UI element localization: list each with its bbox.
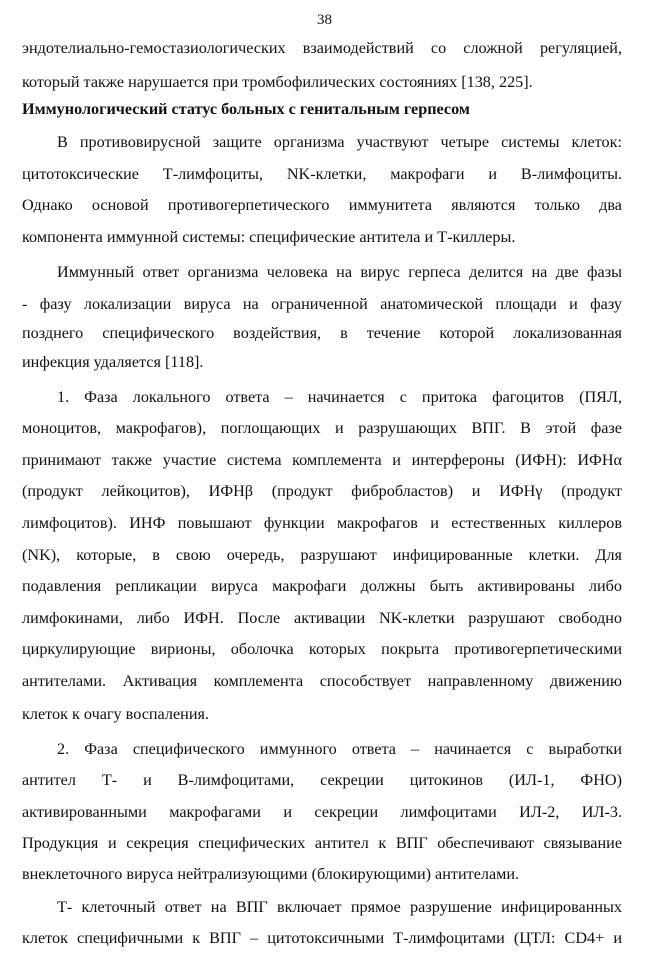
- text-line: принимают также участие система комплемента и интерфероны (ИФН): ИФНα: [22, 451, 622, 469]
- text-line: циркулирующие вирионы, оболочка которых покрыта противогерпетическими: [22, 640, 622, 658]
- text-line: клеток к очагу воспаления.: [22, 705, 209, 723]
- text-line: клеток специфичными к ВПГ – цитотоксичными Т-лимфоцитами (ЦТЛ: CD4+ и: [22, 929, 622, 947]
- text-line: подавления репликации вируса макрофаги должны быть активированы либо: [22, 577, 622, 595]
- text-line: позднего специфического воздействия, в течение которой локализованная: [22, 324, 622, 342]
- text-line: Иммунный ответ организма человека на вирус герпеса делится на две фазы: [57, 263, 622, 281]
- text-line: В противовирусной защите организма участвуют четыре системы клеток:: [57, 133, 622, 151]
- text-line: Однако основой противогерпетического иммунитета являются только два: [22, 196, 622, 214]
- text-line: (NK), которые, в свою очередь, разрушают инфицированные клетки. Для: [22, 546, 622, 564]
- text-line: цитотоксические Т-лимфоциты, NK-клетки, макрофаги и В-лимфоциты.: [22, 165, 622, 183]
- text-line: компонента иммунной системы: специфические антитела и Т-киллеры.: [22, 228, 516, 246]
- text-line: Т- клеточный ответ на ВПГ включает прямое разрушение инфицированных: [57, 898, 622, 916]
- text-line: 2. Фаза специфического иммунного ответа – начинается с выработки: [57, 740, 622, 758]
- text-line: Продукция и секреция специфических антител к ВПГ обеспечивают связывание: [22, 834, 622, 852]
- text-line: лимфокинами, либо ИФН. После активации NK-клетки разрушают свободно: [22, 609, 622, 627]
- text-line: который также нарушается при тромбофилических состояниях [138, 225].: [22, 73, 533, 91]
- text-line: лимфоцитов). ИНФ повышают функции макрофагов и естественных киллеров: [22, 514, 622, 532]
- text-line: антител Т- и В-лимфоцитами, секреции цитокинов (ИЛ-1, ФНО): [22, 771, 622, 789]
- text-line: (продукт лейкоцитов), ИФНβ (продукт фибробластов) и ИФНγ (продукт: [22, 482, 622, 500]
- section-heading: Иммунологический статус больных с генитальным герпесом: [22, 100, 470, 118]
- page-number: 38: [317, 12, 332, 28]
- text-line: антителами. Активация комплемента способствует направленному движению: [22, 672, 622, 690]
- text-line: 1. Фаза локального ответа – начинается с притока фагоцитов (ПЯЛ,: [57, 388, 622, 406]
- text-line: моноцитов, макрофагов), поглощающих и разрушающих ВПГ. В этой фазе: [22, 419, 622, 437]
- text-line: инфекция удаляется [118].: [22, 353, 204, 371]
- text-line: эндотелиально-гемостазиологических взаимодействий со сложной регуляцией,: [22, 39, 622, 57]
- text-line: внеклеточного вируса нейтрализующими (блокирующими) антителами.: [22, 865, 520, 883]
- text-line: активированными макрофагами и секреции лимфоцитами ИЛ-2, ИЛ-3.: [22, 803, 622, 821]
- text-line: - фазу локализации вируса на ограниченной анатомической площади и фазу: [22, 295, 622, 313]
